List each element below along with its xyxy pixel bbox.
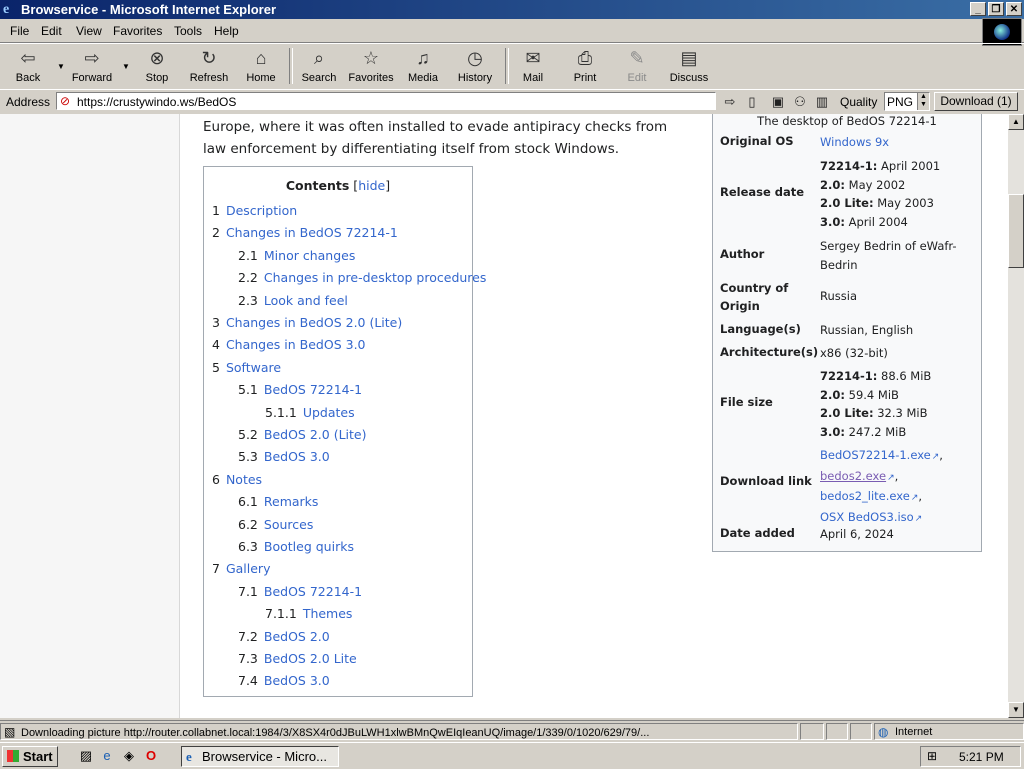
scroll-down-icon[interactable]: ▼: [1008, 702, 1024, 718]
menu-favorites[interactable]: Favorites: [113, 24, 163, 38]
toc-item-link[interactable]: Changes in BedOS 3.0: [225, 337, 366, 353]
toc-item-number: 7.1.1: [265, 606, 297, 622]
media-icon: ♫: [416, 48, 430, 68]
size-entry-value: 32.3 MiB: [877, 406, 928, 420]
opera-quicklaunch-icon[interactable]: O: [145, 748, 157, 763]
toc-item[interactable]: [238, 651, 357, 666]
clipboard-icon[interactable]: ▥: [815, 94, 829, 109]
mail-icon: ✉: [525, 48, 541, 68]
toc-item-number: 6.1: [238, 494, 258, 510]
toc-item[interactable]: [238, 449, 330, 464]
toc-item-number: 4: [212, 337, 220, 353]
quality-spinner-icon[interactable]: ▲ ▼: [917, 93, 929, 110]
page-loading-icon: ▧: [4, 725, 16, 739]
forward-dropdown-icon[interactable]: ▼: [122, 62, 130, 71]
toc-item[interactable]: [265, 405, 355, 420]
ie-quicklaunch-icon[interactable]: e: [103, 748, 111, 763]
release-entry-key: 72214-1:: [820, 159, 878, 173]
toc-item-link[interactable]: BedOS 2.0 Lite: [263, 651, 357, 666]
toc-item-link[interactable]: Description: [225, 203, 298, 218]
refresh-icon: ↻: [201, 48, 217, 68]
toc-item-link[interactable]: Gallery: [225, 561, 271, 577]
download-link-bedos2[interactable]: bedos2.exe↗,: [820, 468, 899, 483]
left-sidebar: [0, 114, 180, 718]
size-entry: [820, 367, 978, 386]
forward-button[interactable]: ⇨ Forward: [71, 48, 113, 84]
toc-item-number: 5.3: [238, 449, 258, 465]
download-links: [820, 446, 978, 528]
toc-item[interactable]: [238, 494, 318, 509]
toc-header: Contents [hide]: [285, 178, 391, 193]
toc-item[interactable]: [238, 248, 355, 263]
status-text: Downloading picture http://router.collabnet.local:1984/3/X8SX4r0dJBuLWH1xlwBMnQwEIqIeanUQ/image/1/339/0/1020/629/79/...: [21, 727, 650, 739]
size-entry-value: 59.4 MiB: [848, 387, 899, 402]
menu-help[interactable]: Help: [214, 24, 239, 38]
toc-item-link[interactable]: BedOS 2.0 (Lite): [263, 427, 367, 442]
infobox: The desktop of BedOS 72214-1 Original OS Windows 9x Release date 72214-1: April 2001 2.0: May 2002 2.0 Lite: May 2003 3.0: April 2004 Author Sergey Bedrin of eWafr-Bedrin Country of Origin Russia Language(s) Russian, English Architecture(s) x86 (32-bit) File size 72214-1: 88.6 MiB 2.0: 59.4 MiB 2.0 Lite: 32.3 MiB 3.0: 247.2 MiB Download link BedOS72214-1.exe↗, bedos2.exe↗, bedos2_lite.exe↗, OSX BedOS3.iso↗ Date added April 6, 2024: [712, 114, 982, 552]
history-icon: ◷: [467, 48, 483, 68]
edit-icon: ✎: [629, 48, 645, 68]
release-entry: [820, 213, 978, 232]
address-label: Address: [6, 95, 51, 109]
release-entry-value: April 2001: [881, 159, 941, 173]
zone-label: Internet: [895, 726, 933, 738]
address-input[interactable]: [56, 92, 716, 110]
toc-item-link[interactable]: Themes: [302, 606, 353, 622]
history-button[interactable]: ◷ History: [457, 48, 493, 84]
toc-item[interactable]: [238, 270, 486, 285]
favorites-icon: ☆: [362, 48, 380, 68]
size-entry: [820, 423, 978, 442]
toc-hide-link[interactable]: hide: [358, 178, 386, 193]
page-viewport: [0, 114, 1008, 718]
toc-item[interactable]: [212, 337, 366, 352]
toc-item-number: 6: [212, 471, 220, 487]
toc-item-link[interactable]: Bootleg quirks: [263, 539, 354, 554]
toc-item-number: 5.1.1: [265, 404, 297, 420]
zone-cell: [874, 723, 1024, 740]
toc-item-number: 1: [212, 203, 220, 218]
refresh-button[interactable]: ↻ Refresh: [189, 48, 229, 84]
task-browservice[interactable]: e Browservice - Micro...: [181, 746, 339, 767]
toc-item[interactable]: [212, 360, 281, 375]
scroll-up-icon[interactable]: ▲: [1008, 114, 1024, 130]
release-date-list: [820, 157, 978, 231]
title-bar[interactable]: [0, 0, 1024, 19]
toolbar-separator: [289, 48, 293, 84]
ie-logo-icon: e: [3, 2, 10, 17]
toc-item-number: 5.1: [238, 382, 258, 398]
ie-task-icon: e: [186, 749, 192, 764]
print-button[interactable]: ⎙ Print: [573, 48, 597, 84]
menu-bar: [0, 20, 1024, 43]
toc-item-link[interactable]: Changes in BedOS 72214-1: [225, 225, 398, 241]
toc-item[interactable]: [238, 629, 330, 644]
binoculars-icon[interactable]: ⚇: [794, 94, 806, 109]
bookmark-icon[interactable]: ▯: [748, 94, 756, 109]
toc-item-number: 6.2: [238, 516, 258, 532]
toc-item[interactable]: [238, 584, 362, 599]
toc-item[interactable]: [238, 427, 366, 442]
toc-item[interactable]: [212, 225, 398, 240]
restore-button[interactable]: ❐: [988, 2, 1004, 16]
release-entry-value: April 2004: [848, 214, 908, 229]
clock: 5:21 PM: [959, 750, 1004, 764]
toc-item[interactable]: [238, 293, 348, 308]
toc-item-link[interactable]: Minor changes: [263, 247, 356, 263]
toc-item[interactable]: [238, 673, 330, 688]
system-tray: [920, 746, 1021, 767]
print-icon: ⎙: [577, 48, 593, 68]
toc-item-link[interactable]: BedOS 72214-1: [263, 583, 363, 599]
toc-item-number: 2.1: [238, 247, 258, 263]
quality-label: Quality: [840, 95, 878, 109]
explorer-quicklaunch-icon[interactable]: ◈: [124, 748, 134, 763]
toolbar-separator: [505, 48, 509, 84]
favorites-button[interactable]: ☆ Favorites: [348, 48, 394, 84]
toc-item-number: 7.3: [238, 651, 258, 666]
intro-paragraph: Europe, where it was often installed to evade antipiracy checks from law enforcement by differentiating itself from stock Windows.: [203, 119, 668, 157]
menu-tools[interactable]: Tools: [174, 24, 203, 38]
size-entry-value: 247.2 MiB: [848, 424, 907, 439]
toc-item-link[interactable]: Software: [225, 359, 282, 375]
toc-item[interactable]: [212, 203, 297, 218]
discuss-icon: ▤: [680, 48, 698, 68]
table-of-contents: [203, 166, 487, 697]
toc-item-link[interactable]: Remarks: [263, 494, 319, 510]
toc-item-number: 7.1: [238, 583, 258, 599]
toc-item-link[interactable]: Changes in BedOS 2.0 (Lite): [225, 315, 403, 330]
vertical-scrollbar[interactable]: [1008, 114, 1024, 718]
home-button[interactable]: ⌂ Home: [246, 48, 276, 84]
size-entry-key: 3.0:: [820, 424, 845, 439]
download-button[interactable]: Download (1): [934, 92, 1018, 111]
status-cell: [800, 723, 824, 740]
close-button[interactable]: ✕: [1006, 2, 1022, 16]
external-link-icon: ↗: [887, 472, 895, 483]
release-entry-key: 2.0:: [820, 177, 845, 192]
external-link-icon: ↗: [931, 452, 940, 462]
find-icon[interactable]: ▣: [771, 94, 785, 109]
standard-toolbar: [0, 43, 1024, 90]
quality-select[interactable]: [884, 92, 930, 111]
download-link-bedos3[interactable]: OSX BedOS3.iso↗: [820, 509, 923, 524]
toc-item[interactable]: [212, 561, 270, 576]
toc-item-link[interactable]: Updates: [302, 404, 355, 420]
release-entry-key: 2.0 Lite:: [820, 196, 874, 210]
size-entry-key: 2.0 Lite:: [820, 406, 874, 420]
search-icon: ⌕: [313, 48, 325, 68]
toc-item-link[interactable]: BedOS 2.0: [263, 628, 330, 644]
discuss-button[interactable]: ▤ Discuss: [669, 48, 709, 84]
toc-item-number: 2: [212, 225, 220, 241]
toc-item-link[interactable]: Look and feel: [263, 292, 348, 308]
file-size-list: [820, 367, 978, 441]
toc-item[interactable]: [238, 517, 313, 532]
back-button[interactable]: ⇦ Back: [15, 48, 41, 84]
quality-value: PNG: [887, 95, 914, 109]
mail-button[interactable]: ✉ Mail: [522, 48, 544, 84]
stop-button[interactable]: ⊗ Stop: [145, 48, 169, 84]
toc-item[interactable]: [265, 606, 352, 621]
stop-icon: ⊗: [149, 48, 165, 68]
toc-item[interactable]: [212, 472, 262, 487]
size-entry-key: 2.0:: [820, 387, 845, 402]
edit-button[interactable]: ✎ Edit: [627, 48, 647, 84]
release-entry-value: May 2002: [848, 177, 906, 192]
toc-item-number: 7: [212, 561, 220, 577]
external-link-icon: ↗: [910, 493, 919, 503]
toc-item-link[interactable]: BedOS 72214-1: [263, 382, 363, 398]
status-cell: [850, 723, 872, 740]
minimize-button[interactable]: _: [970, 2, 986, 16]
address-bar: [0, 89, 1024, 115]
download-link-72214[interactable]: BedOS72214-1.exe↗,: [820, 448, 943, 462]
start-button[interactable]: Start: [2, 746, 58, 767]
download-link-bedos2-lite[interactable]: bedos2_lite.exe↗,: [820, 489, 923, 503]
menu-file[interactable]: File: [10, 24, 30, 38]
windows-logo-icon: [7, 750, 19, 762]
toc-item-number: 6.3: [238, 539, 258, 554]
window-title: Browservice - Microsoft Internet Explorer: [21, 2, 277, 17]
size-entry: [820, 404, 978, 423]
show-desktop-icon[interactable]: ▨: [79, 748, 93, 763]
internet-zone-icon: ◍: [878, 725, 889, 739]
release-entry: [820, 176, 978, 195]
toc-title: Contents: [285, 178, 350, 193]
menu-view[interactable]: View: [76, 24, 102, 38]
forward-arrow-icon: ⇨: [84, 48, 100, 68]
status-text-cell: [0, 723, 798, 740]
toc-item-link[interactable]: BedOS 3.0: [263, 449, 330, 465]
toc-item[interactable]: [238, 382, 362, 397]
toc-item-link[interactable]: Sources: [263, 516, 314, 532]
toc-item-number: 7.4: [238, 673, 258, 689]
toc-item-number: 5.2: [238, 427, 258, 442]
size-entry-value: 88.6 MiB: [881, 369, 932, 383]
menu-edit[interactable]: Edit: [41, 24, 62, 38]
toc-item[interactable]: [212, 315, 402, 330]
go-arrow-icon[interactable]: ⇨: [724, 94, 736, 109]
toc-item-link[interactable]: BedOS 3.0: [263, 673, 330, 689]
toc-item[interactable]: [238, 539, 354, 554]
toc-item-number: 3: [212, 315, 220, 330]
toc-item-number: 2.2: [238, 270, 258, 286]
back-arrow-icon: ⇦: [20, 48, 36, 68]
toc-item-link[interactable]: Notes: [225, 471, 263, 487]
status-cell: [826, 723, 848, 740]
release-entry-key: 3.0:: [820, 214, 845, 229]
release-entry-value: May 2003: [877, 196, 934, 210]
external-link-icon: ↗: [914, 513, 923, 524]
insecure-page-icon: ⊘: [60, 94, 71, 108]
toc-item-number: 5: [212, 359, 220, 375]
throbber-globe-icon: [982, 18, 1022, 46]
search-button[interactable]: ⌕ Search: [301, 48, 337, 84]
address-url[interactable]: https://crustywindo.ws/BedOS: [77, 95, 237, 109]
back-dropdown-icon[interactable]: ▼: [57, 62, 65, 71]
network-tray-icon[interactable]: ⊞: [927, 749, 938, 763]
home-icon: ⌂: [255, 48, 267, 68]
infobox-caption: The desktop of BedOS 72214-1: [757, 114, 937, 128]
original-os-link[interactable]: Windows 9x: [820, 135, 890, 149]
status-bar: [0, 720, 1024, 743]
release-entry: [820, 157, 978, 176]
scroll-thumb[interactable]: [1008, 194, 1024, 268]
size-entry-key: 72214-1:: [820, 369, 878, 383]
media-button[interactable]: ♫ Media: [408, 48, 438, 84]
toc-item-number: 2.3: [238, 292, 258, 308]
toc-item-link[interactable]: Changes in pre-desktop procedures: [263, 270, 487, 286]
release-entry: [820, 194, 978, 213]
size-entry: [820, 386, 978, 405]
toc-item-number: 7.2: [238, 628, 258, 644]
taskbar: [0, 742, 1024, 769]
